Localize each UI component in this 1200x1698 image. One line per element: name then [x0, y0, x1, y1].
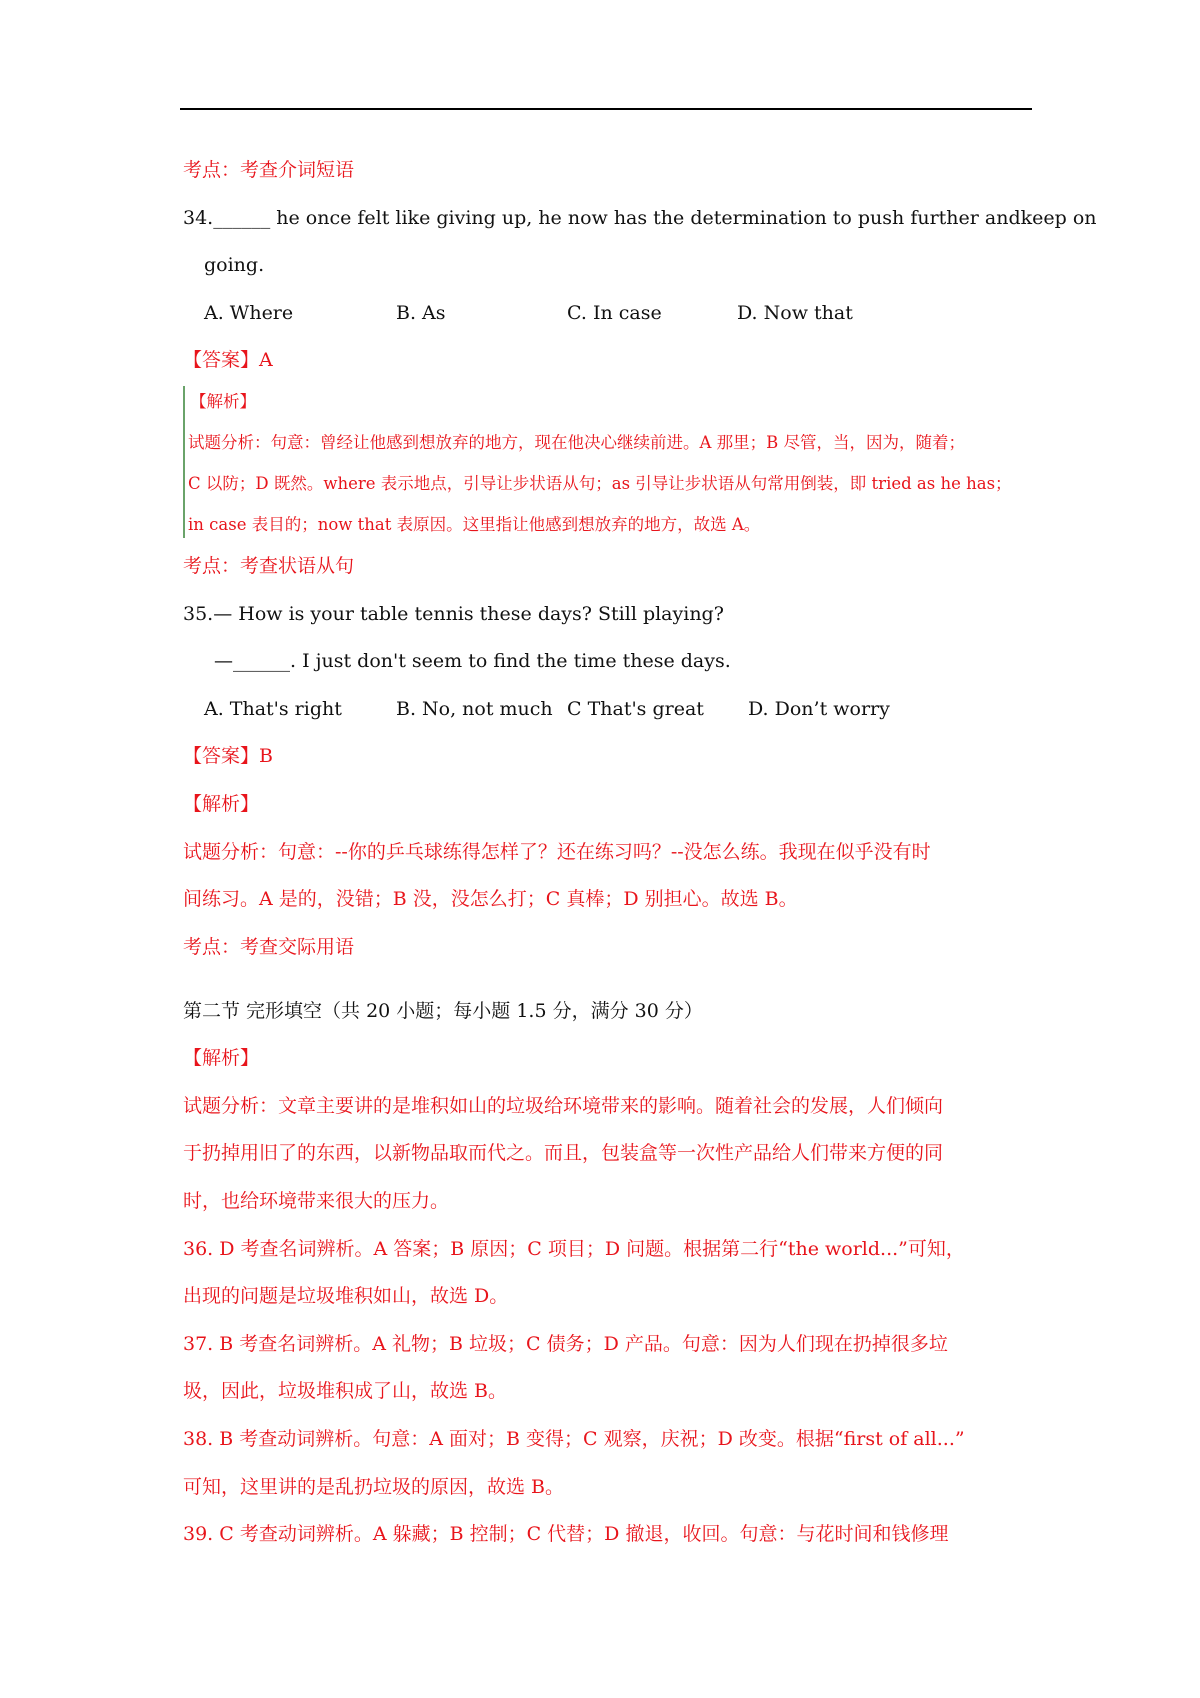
q34-option-d: D. Now that	[737, 302, 853, 324]
item-36-line-1: 36. D 考查名词辨析。A 答案；B 原因；C 项目；D 问题。根据第二行“the world...”可知，	[183, 1238, 965, 1260]
q34-stem-line-1: 34.______ he once felt like giving up, he now has the determination to push further andkeep on	[183, 207, 1097, 229]
q33-kaodian: 考点：考查介词短语	[183, 159, 355, 181]
q34-analysis-line-2: C 以防；D 既然。where 表示地点，引导让步状语从句；as 引导让步状语从句常用倒装，即 tried as he has；	[188, 474, 1012, 493]
q34-jiexi-title: 【解析】	[190, 392, 256, 411]
q35-option-c: C That's great	[567, 698, 704, 720]
header-rule	[180, 108, 1032, 110]
q35-analysis-line-2: 间练习。A 是的，没错；B 没，没怎么打；C 真棒；D 别担心。故选 B。	[183, 888, 798, 910]
item-36-line-2: 出现的问题是垃圾堆积如山，故选 D。	[183, 1285, 509, 1307]
q35-option-a: A. That's right	[204, 698, 342, 720]
q34-option-a: A. Where	[204, 302, 294, 324]
q35-option-b: B. No, not much	[396, 698, 553, 720]
section2-analysis-line-1: 试题分析：文章主要讲的是堆积如山的垃圾给环境带来的影响。随着社会的发展，人们倾向	[183, 1095, 944, 1117]
section2-title: 第二节 完形填空（共 20 小题；每小题 1.5 分，满分 30 分）	[183, 1000, 703, 1022]
item-38-line-1: 38. B 考查动词辨析。句意：A 面对；B 变得；C 观察，庆祝；D 改变。根据“first of all...”	[183, 1428, 965, 1450]
item-37-line-2: 圾，因此，垃圾堆积成了山，故选 B。	[183, 1380, 508, 1402]
q34-answer: 【答案】A	[183, 349, 273, 371]
analysis-margin-bar	[183, 386, 185, 538]
q34-analysis-line-3: in case 表目的；now that 表原因。这里指让他感到想放弃的地方，故选 A。	[188, 515, 761, 534]
section2-analysis-line-2: 于扔掉用旧了的东西，以新物品取而代之。而且，包装盒等一次性产品给人们带来方便的同	[183, 1142, 944, 1164]
q35-answer: 【答案】B	[183, 745, 273, 767]
item-37-line-1: 37. B 考查名词辨析。A 礼物；B 垃圾；C 债务；D 产品。句意：因为人们现在扔掉很多垃	[183, 1333, 948, 1355]
q35-stem-line-2: —______. I just don't seem to find the time these days.	[214, 650, 731, 672]
q35-analysis-line-1: 试题分析：句意：--你的乒乓球练得怎样了？还在练习吗？--没怎么练。我现在似乎没有时	[183, 841, 931, 863]
section2-analysis-line-3: 时，也给环境带来很大的压力。	[183, 1190, 450, 1212]
item-38-line-2: 可知，这里讲的是乱扔垃圾的原因，故选 B。	[183, 1476, 565, 1498]
q35-option-d: D. Don’t worry	[748, 698, 890, 720]
section2-jiexi-title: 【解析】	[183, 1047, 260, 1069]
q34-option-b: B. As	[396, 302, 446, 324]
q34-stem-line-2: going.	[204, 254, 265, 276]
q35-jiexi-title: 【解析】	[183, 793, 260, 815]
q35-stem-line-1: 35.— How is your table tennis these days? Still playing?	[183, 603, 724, 625]
q34-option-c: C. In case	[567, 302, 662, 324]
q35-kaodian: 考点：考查交际用语	[183, 936, 355, 958]
q34-analysis-line-1: 试题分析：句意：曾经让他感到想放弃的地方，现在他决心继续前进。A 那里；B 尽管，当，因为，随着；	[188, 433, 966, 452]
q34-kaodian: 考点：考查状语从句	[183, 555, 355, 577]
item-39-line-1: 39. C 考查动词辨析。A 躲藏；B 控制；C 代替；D 撤退，收回。句意：与花时间和钱修理	[183, 1523, 949, 1545]
